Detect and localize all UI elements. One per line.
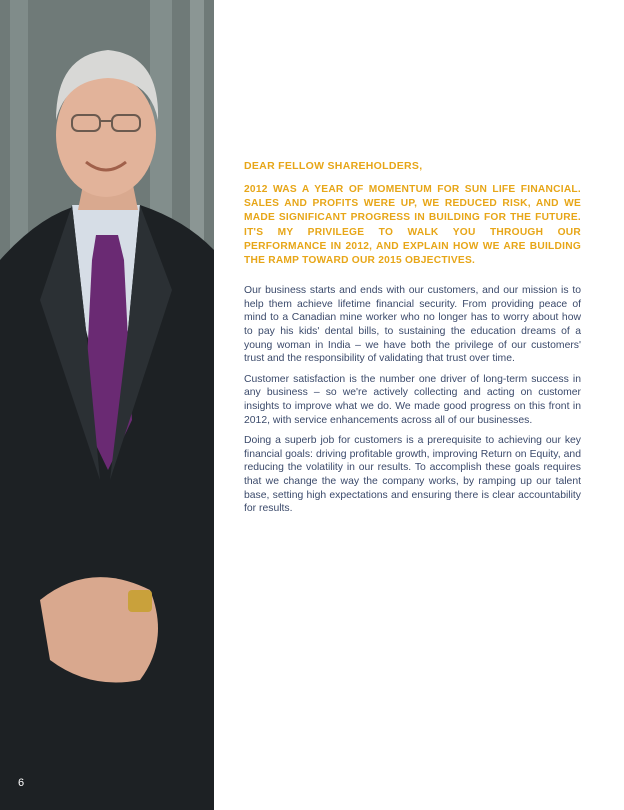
letter-paragraph-1: Our business starts and ends with our customers, and our mission is to help them achieve lifetime financial security. From providing peace of mind to a Canadian mine worker who no longer has to worry about how to pay his kids' dental bills, to sustaining the education dreams of a young woman in India – we have both the privilege of our customers' trust and the responsibility of validating that trust over time. bbox=[244, 285, 581, 365]
letter-paragraph-2: Customer satisfaction is the number one driver of long-term success in any business – so we're actively collecting and acting on customer insights to improve what we do. We made good progress on this front in 2012, with service enhancements across all of our businesses. bbox=[244, 373, 581, 426]
letter-intro-highlight: 2012 WAS A YEAR OF MOMENTUM FOR SUN LIFE FINANCIAL. SALES AND PROFITS WERE UP, WE REDUCED RISK, AND WE MADE SIGNIFICANT PROGRESS IN BUILDING FOR THE FUTURE. IT'S MY PRIVILEGE TO WALK YOU THROUGH OUR PERFORMANCE IN 2012, AND EXPLAIN HOW WE ARE BUILDING THE RAMP TOWARD OUR 2015 OBJECTIVES. bbox=[244, 184, 581, 267]
letter-salutation: DEAR FELLOW SHAREHOLDERS, bbox=[244, 160, 423, 172]
shareholder-letter bbox=[244, 160, 581, 523]
executive-portrait-photo bbox=[0, 0, 214, 810]
page-number: 6 bbox=[18, 777, 25, 789]
letter-paragraph-3: Doing a superb job for customers is a prerequisite to achieving our key financial goals: driving profitable growth, improving Return on Equity, and reducing the volatility in our results. To accomplish these goals requires that we change the way the company works, by ramping up our talent base, setting high expectations and ensuring there is clear accountability for results. bbox=[244, 435, 581, 515]
